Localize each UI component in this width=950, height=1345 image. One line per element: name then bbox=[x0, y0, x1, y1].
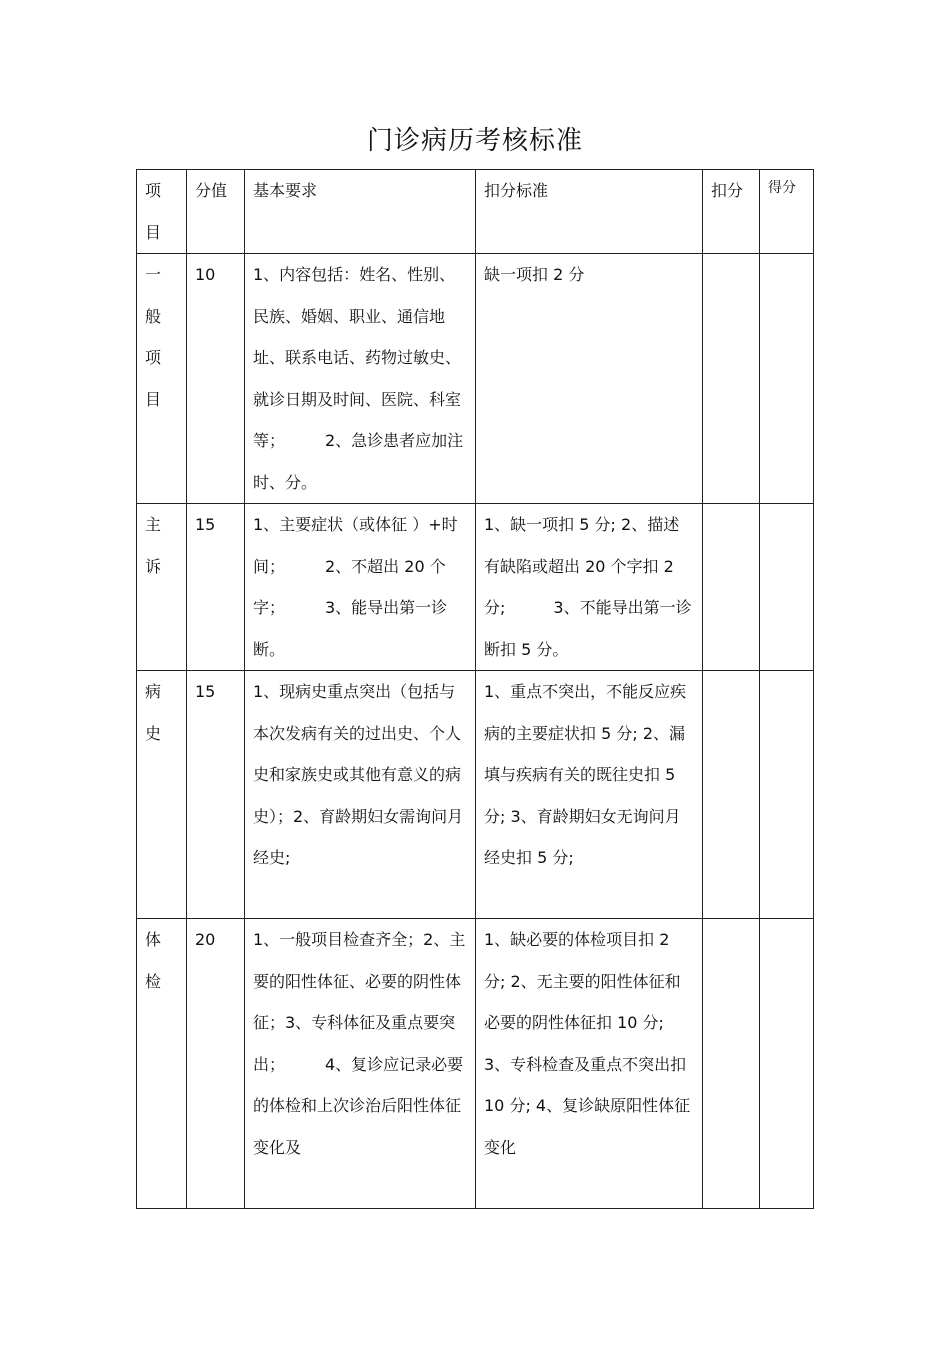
table-row bbox=[137, 504, 814, 671]
header-deduction-standard: 扣分标准 bbox=[476, 170, 703, 254]
row-deduction-standard: 1、重点不突出，不能反应疾病的主要症状扣 5 分; 2、漏填与疾病有关的既往史扣 5 分; 3、育龄期妇女无询问月经史扣 5 分; bbox=[476, 671, 703, 919]
header-obtained: 得分 bbox=[760, 170, 814, 254]
row-deduction bbox=[703, 504, 760, 671]
row-score: 20 bbox=[187, 919, 245, 1209]
row-requirement: 1、一般项目检查齐全；2、主要的阳性体征、必要的阴性体征；3、专科体征及重点要突出； 4、复诊应记录必要的体检和上次诊治后阳性体征变化及 bbox=[245, 919, 476, 1209]
row-deduction bbox=[703, 671, 760, 919]
row-deduction bbox=[703, 919, 760, 1209]
row-requirement: 1、现病史重点突出（包括与本次发病有关的过出史、个人史和家族史或其他有意义的病史）；2、育龄期妇女需询问月经史; bbox=[245, 671, 476, 919]
row-item: 主 诉 bbox=[137, 504, 187, 671]
header-item: 项 目 bbox=[137, 170, 187, 254]
header-deduction: 扣分 bbox=[703, 170, 760, 254]
table-row bbox=[137, 254, 814, 504]
row-obtained bbox=[760, 919, 814, 1209]
row-score: 10 bbox=[187, 254, 245, 504]
row-item: 体 检 bbox=[137, 919, 187, 1209]
row-item: 一 般 项 目 bbox=[137, 254, 187, 504]
row-obtained bbox=[760, 254, 814, 504]
row-obtained bbox=[760, 504, 814, 671]
row-deduction bbox=[703, 254, 760, 504]
row-requirement: 1、内容包括：姓名、性别、民族、婚姻、职业、通信地址、联系电话、药物过敏史、就诊日期及时间、医院、科室等； 2、急诊患者应加注时、分。 bbox=[245, 254, 476, 504]
table-header-row bbox=[137, 170, 814, 254]
table-row bbox=[137, 671, 814, 919]
row-obtained bbox=[760, 671, 814, 919]
row-deduction-standard: 1、缺必要的体检项目扣 2 分; 2、无主要的阳性体征和必要的阴性体征扣 10 分; 3、专科检查及重点不突出扣 10 分; 4、复诊缺原阳性体征变化 bbox=[476, 919, 703, 1209]
table-row bbox=[137, 919, 814, 1209]
page-title: 门诊病历考核标准 bbox=[366, 126, 583, 156]
row-score: 15 bbox=[187, 671, 245, 919]
assessment-table bbox=[136, 169, 814, 1209]
row-score: 15 bbox=[187, 504, 245, 671]
row-item: 病 史 bbox=[137, 671, 187, 919]
row-requirement: 1、主要症状（或体征 ）+时间； 2、不超出 20 个字； 3、能导出第一诊断。 bbox=[245, 504, 476, 671]
row-deduction-standard: 1、缺一项扣 5 分; 2、描述有缺陷或超出 20 个字扣 2 分; 3、不能导出第一诊断扣 5 分。 bbox=[476, 504, 703, 671]
row-deduction-standard: 缺一项扣 2 分 bbox=[476, 254, 703, 504]
header-requirement: 基本要求 bbox=[245, 170, 476, 254]
header-score: 分值 bbox=[187, 170, 245, 254]
